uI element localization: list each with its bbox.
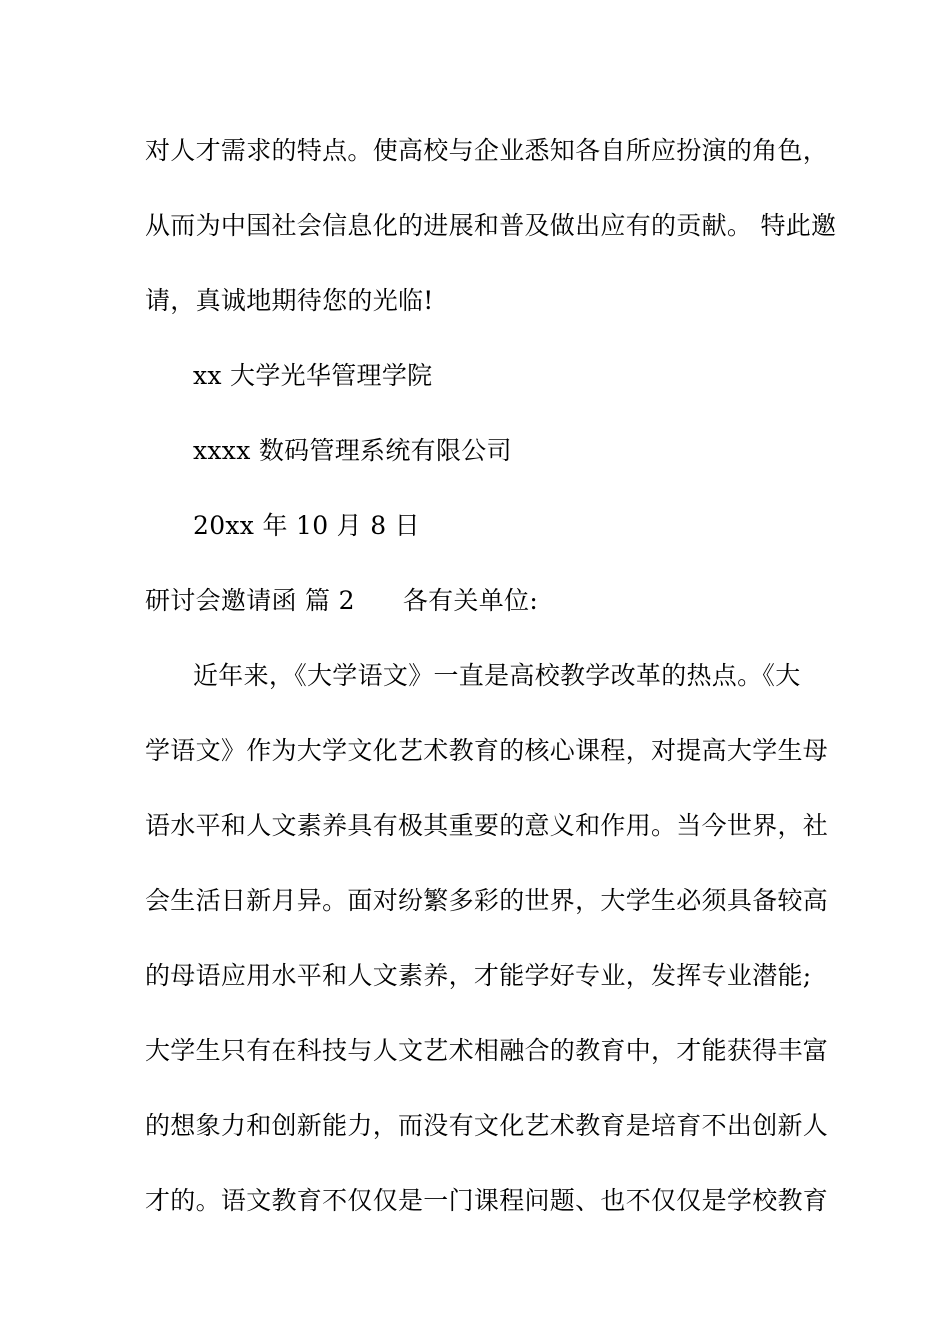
paragraph-line: 会生活日新月异。面对纷繁多彩的世界，大学生必须具备较高 xyxy=(145,886,829,915)
signature-org-1: xx 大学光华管理学院 xyxy=(193,361,433,390)
paragraph-line: 近年来，《大学语文》一直是高校教学改革的热点。《大 xyxy=(193,661,801,690)
paragraph-line: 学语文》作为大学文化艺术教育的核心课程，对提高大学生母 xyxy=(145,736,829,765)
section-title: 研讨会邀请函 篇 2 xyxy=(145,586,355,615)
paragraph-line: 才的。语文教育不仅仅是一门课程问题、也不仅仅是学校教育 xyxy=(145,1186,829,1215)
text-line: 从而为中国社会信息化的进展和普及做出应有的贡献。 特此邀 xyxy=(145,211,837,240)
text-line: 对人才需求的特点。使高校与企业悉知各自所应扮演的角色， xyxy=(145,136,829,165)
paragraph-line: 的想象力和创新能力，而没有文化艺术教育是培育不出创新人 xyxy=(145,1111,829,1140)
salutation: 各有关单位: xyxy=(402,586,539,615)
section-heading xyxy=(145,586,538,616)
text-line: 请，真诚地期待您的光临! xyxy=(145,286,434,315)
signature-date: 20xx 年 10 月 8 日 xyxy=(193,511,420,540)
paragraph-line: 的母语应用水平和人文素养，才能学好专业，发挥专业潜能; xyxy=(145,961,812,990)
signature-org-2: xxxx 数码管理系统有限公司 xyxy=(193,436,512,465)
paragraph-line: 语水平和人文素养具有极其重要的意义和作用。当今世界，社 xyxy=(145,811,829,840)
paragraph-line: 大学生只有在科技与人文艺术相融合的教育中，才能获得丰富 xyxy=(145,1036,829,1065)
